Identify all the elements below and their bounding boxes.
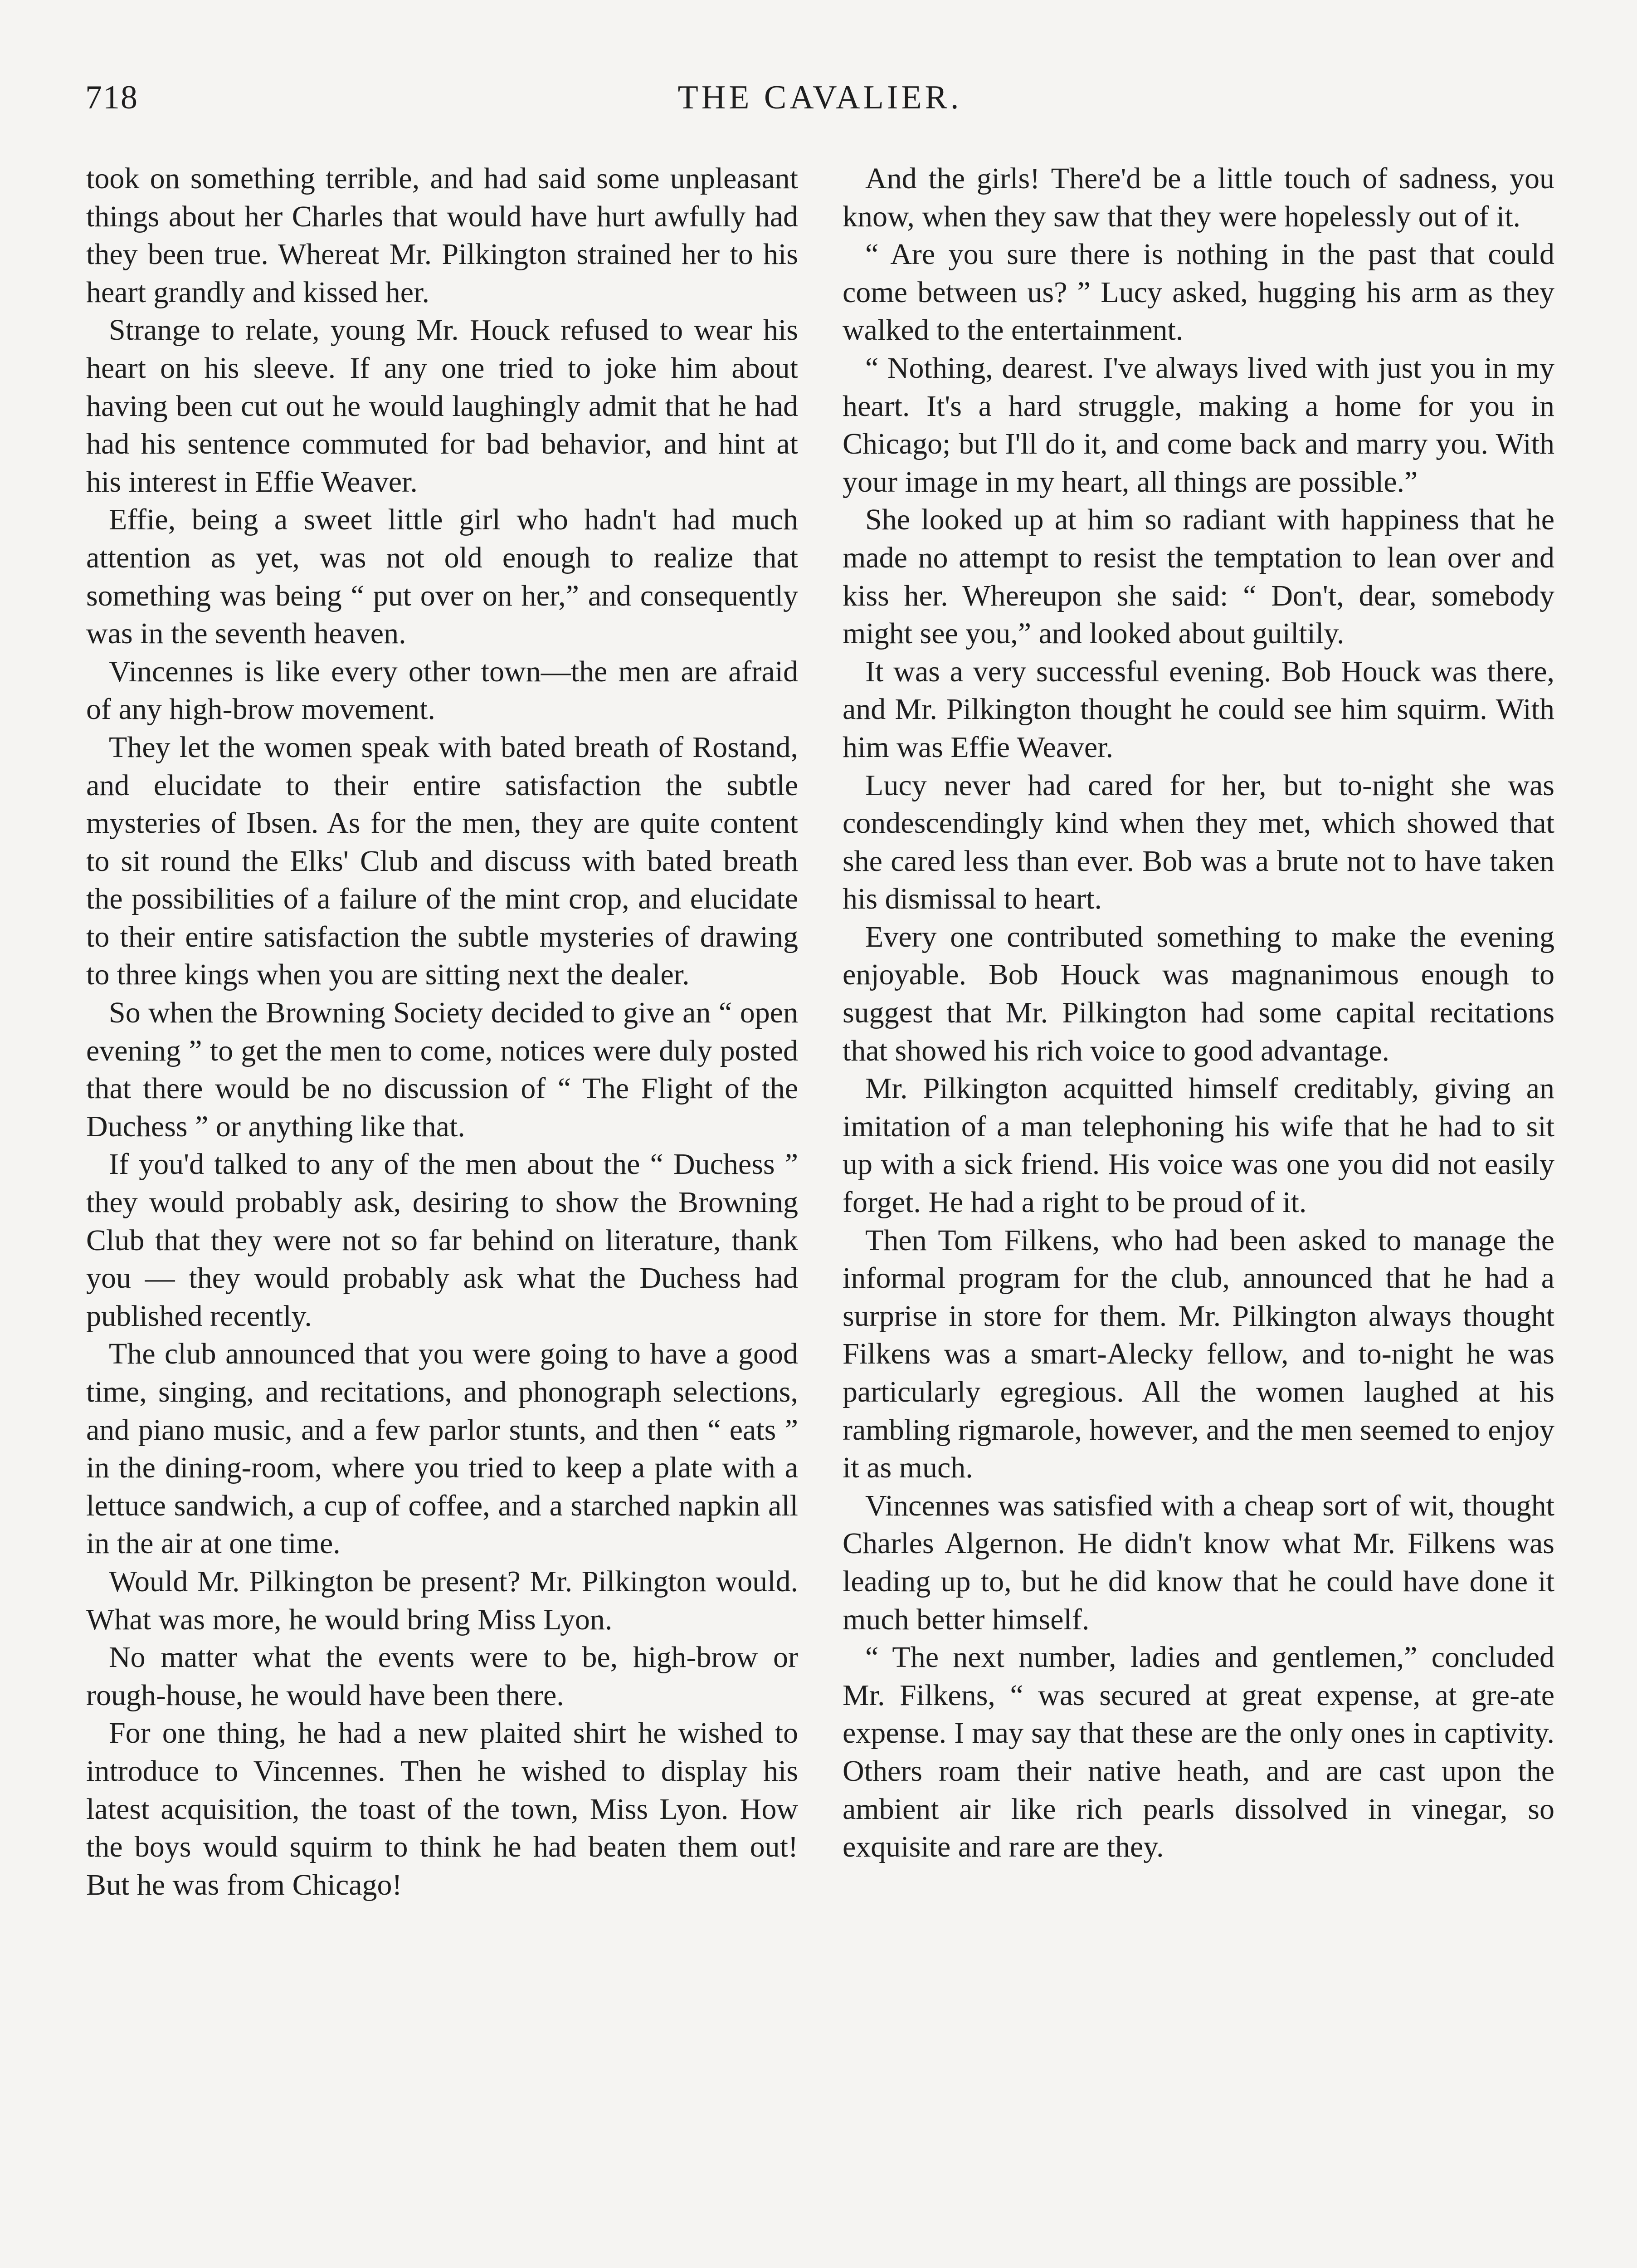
paragraph: Would Mr. Pilkington be present? Mr. Pilkington would. What was more, he would bring Miss Lyon.: [86, 1564, 798, 1636]
paragraph: Then Tom Filkens, who had been asked to manage the informal program for the club, announced that he had a surprise in store for them. Mr. Pilkington always thought Filkens was a smart-Alecky fellow, and to-night he was particularly egregious. All the women laughed at his rambling rigmarole, however, and the men seemed to enjoy it as much.: [843, 1223, 1554, 1485]
paragraph: No matter what the events were to be, high-brow or rough-house, he would have been there.: [86, 1641, 798, 1712]
paragraph: Lucy never had cared for her, but to-night she was condescendingly kind when they met, which showed that she cared less than ever. Bob was a brute not to have taken his dismissal to heart.: [843, 768, 1554, 916]
paragraph: The club announced that you were going to have a good time, singing, and recitations, and phonograph selections, and piano music, and a few parlor stunts, and then “ eats ” in the dining-room, where you tried to keep a plate with a lettuce sandwich, a cup of coffee, and a starched napkin all in the air at one time.: [86, 1337, 798, 1560]
page-header: [85, 68, 1554, 127]
paragraph: If you'd talked to any of the men about the “ Duchess ” they would probably ask, desiring to show the Browning Club that they were not so far behind on literature, thank you — they would probably ask what the Duchess had published recently.: [86, 1148, 798, 1333]
paragraph: Mr. Pilkington acquitted himself creditably, giving an imitation of a man telephoning his wife that he had to sit up with a sick friend. His voice was one you did not easily forget. He had a right to be proud of it.: [843, 1072, 1554, 1219]
paragraph: For one thing, he had a new plaited shirt he wished to introduce to Vincennes. Then he wished to display his latest acquisition, the toast of the town, Miss Lyon. How the boys would squirm to think he had beaten them out! But he was from Chicago!: [86, 1716, 798, 1901]
paragraph: So when the Browning Society decided to give an “ open evening ” to get the men to come, notices were duly posted that there would be no discussion of “ The Flight of the Duchess ” or anything like that.: [86, 996, 798, 1143]
paragraph: It was a very successful evening. Bob Houck was there, and Mr. Pilkington thought he could see him squirm. With him was Effie Weaver.: [843, 655, 1554, 764]
paragraph: took on something terrible, and had said some unpleasant things about her Charles that would have hurt awfully had they been true. Whereat Mr. Pilkington strained her to his heart grandly and kissed her.: [86, 162, 798, 309]
running-title: THE CAVALIER.: [677, 79, 962, 116]
paragraph: They let the women speak with bated breath of Rostand, and elucidate to their entire satisfaction the subtle mysteries of Ibsen. As for the men, they are quite content to sit round the Elks' Club and discuss with bated breath the possibilities of a failure of the mint crop, and elucidate to their entire satisfaction the subtle mysteries of drawing to three kings when you are sitting next the dealer.: [86, 730, 798, 992]
left-column: [86, 160, 798, 1904]
paragraph: “ The next number, ladies and gentlemen,” concluded Mr. Filkens, “ was secured at great expense, at gre-ate expense. I may say that these are the only ones in captivity. Others roam their native heath, and are cast upon the ambient air like rich pearls dissolved in vinegar, so exquisite and rare are they.: [843, 1641, 1554, 1864]
paragraph: “ Nothing, dearest. I've always lived with just you in my heart. It's a hard struggle, making a home for you in Chicago; but I'll do it, and come back and marry you. With your image in my heart, all things are possible.”: [843, 351, 1554, 499]
paragraph: Effie, being a sweet little girl who hadn't had much attention as yet, was not old enough to realize that something was being “ put over on her,” and consequently was in the seventh heaven.: [86, 503, 798, 650]
paragraph: She looked up at him so radiant with happiness that he made no attempt to resist the temptation to lean over and kiss her. Whereupon she said: “ Don't, dear, somebody might see you,” and looked about guiltily.: [843, 503, 1554, 650]
paragraph: And the girls! There'd be a little touch of sadness, you know, when they saw that they were hopelessly out of it.: [843, 162, 1554, 233]
paragraph: Strange to relate, young Mr. Houck refused to wear his heart on his sleeve. If any one tried to joke him about having been cut out he would laughingly admit that he had had his sentence commuted for bad behavior, and hint at his interest in Effie Weaver.: [86, 313, 798, 499]
paragraph: Vincennes is like every other town—the men are afraid of any high-brow movement.: [86, 655, 798, 726]
page-number: 718: [85, 79, 138, 116]
right-column: [843, 160, 1554, 1866]
paragraph: Every one contributed something to make the evening enjoyable. Bob Houck was magnanimous enough to suggest that Mr. Pilkington had some capital recitations that showed his rich voice to good advantage.: [843, 920, 1554, 1067]
paragraph: “ Are you sure there is nothing in the past that could come between us? ” Lucy asked, hugging his arm as they walked to the entertainment.: [843, 238, 1554, 347]
paragraph: Vincennes was satisfied with a cheap sort of wit, thought Charles Algernon. He didn't know what Mr. Filkens was leading up to, but he did know that he could have done it much better himself.: [843, 1489, 1554, 1636]
